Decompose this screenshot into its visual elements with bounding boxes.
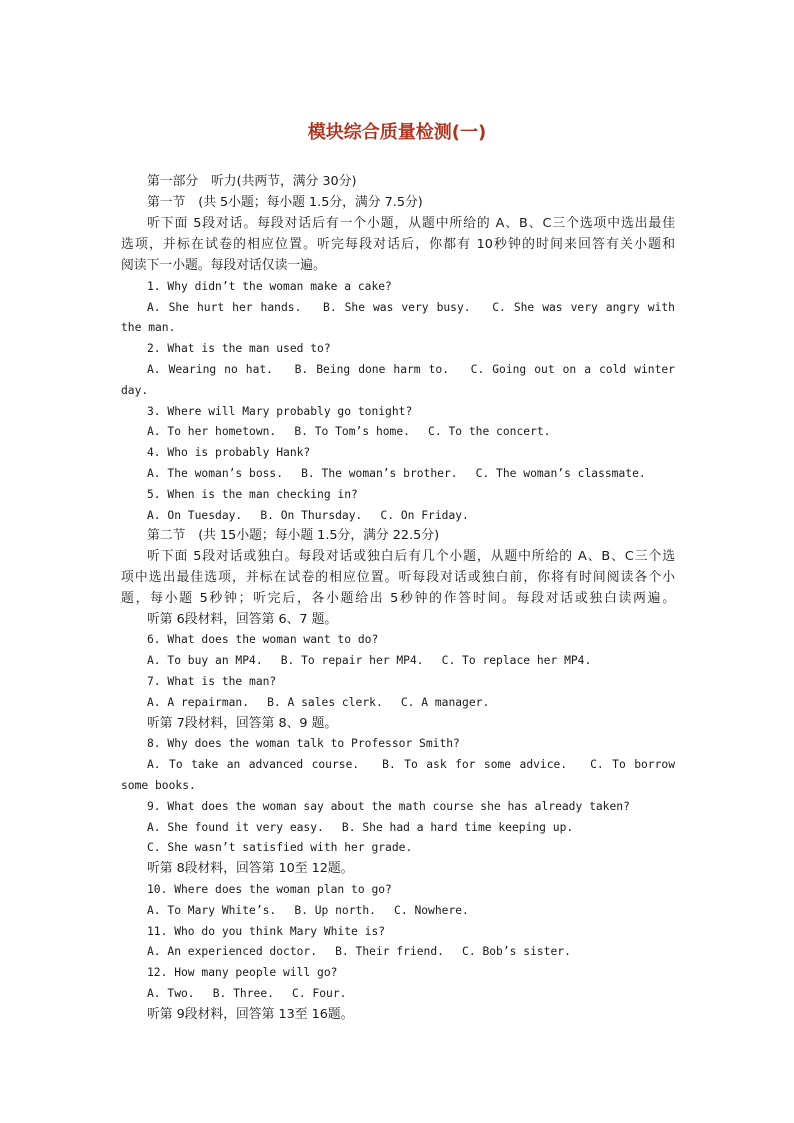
answer-options: A. Two. B. Three. C. Four. [147, 987, 347, 1000]
answer-options: C. She wasn’t satisfied with her grade. [147, 841, 413, 854]
material-heading: 听第 8段材料，回答第 10至 12题。 [147, 861, 354, 876]
question: 4. Who is probably Hank? [147, 446, 311, 459]
answer-options: A. To her hometown. B. To Tom’s home. C. To the concert. [147, 425, 551, 438]
answer-options: A. To buy an MP4. B. To repair her MP4. C. To replace her MP4. [147, 654, 592, 667]
answer-options: A. To Mary White’s. B. Up north. C. Nowhere. [147, 904, 469, 917]
answer-options: A. An experienced doctor. B. Their friend. C. Bob’s sister. [147, 945, 571, 958]
answer-options: day. [121, 384, 149, 397]
question: 9. What does the woman say about the math course she has already taken? [147, 800, 630, 813]
instruction-text: 阅读下一小题。每段对话仅读一遍。 [121, 258, 326, 273]
instruction-text: 选项，并标在试卷的相应位置。听完每段对话后，你都有 10秒钟的时间来回答有关小题和 [121, 237, 675, 252]
question: 5. When is the man checking in? [147, 488, 358, 501]
question: 2. What is the man used to? [147, 342, 331, 355]
answer-options: the man. [121, 321, 176, 334]
material-heading: 听第 9段材料，回答第 13至 16题。 [147, 1007, 354, 1022]
answer-options: A. Wearing no hat. B. Being done harm to. C. Going out on a cold winter [147, 363, 675, 376]
answer-options: A. She hurt her hands. B. She was very busy. C. She was very angry with [147, 301, 675, 314]
question: 1. Why didn’t the woman make a cake? [147, 280, 392, 293]
page-title: 模块综合质量检测(一) [307, 122, 487, 143]
section-heading: 第二节 (共 15小题；每小题 1.5分，满分 22.5分) [147, 528, 440, 543]
question: 11. Who do you think Mary White is? [147, 925, 386, 938]
question: 12. How many people will go? [147, 966, 338, 979]
part-heading: 第一部分 听力(共两节，满分 30分) [147, 174, 357, 189]
instruction-text: 听下面 5段对话。每段对话后有一个小题，从题中所给的 A、B、C三个选项中选出最佳 [147, 216, 675, 231]
section-heading: 第一节 (共 5小题；每小题 1.5分，满分 7.5分) [147, 195, 423, 210]
answer-options: some books. [121, 779, 196, 792]
question: 7. What is the man? [147, 675, 277, 688]
material-heading: 听第 7段材料，回答第 8、9 题。 [147, 716, 338, 731]
answer-options: A. She found it very easy. B. She had a hard time keeping up. [147, 821, 574, 834]
instruction-text: 听下面 5段对话或独白。每段对话或独白后有几个小题，从题中所给的 A、B、C三个选 [147, 549, 675, 564]
material-heading: 听第 6段材料，回答第 6、7 题。 [147, 612, 338, 627]
answer-options: A. On Tuesday. B. On Thursday. C. On Friday. [147, 509, 469, 522]
instruction-text: 项中选出最佳选项，并标在试卷的相应位置。听每段对话或独白前，你将有时间阅读各个小 [121, 570, 675, 585]
instruction-text: 题，每小题 5秒钟；听完后，各小题给出 5秒钟的作答时间。每段对话或独白读两遍。 [121, 591, 675, 606]
question: 6. What does the woman want to do? [147, 633, 379, 646]
answer-options: A. The woman’s boss. B. The woman’s brother. C. The woman’s classmate. [147, 467, 646, 480]
question: 3. Where will Mary probably go tonight? [147, 405, 413, 418]
question: 10. Where does the woman plan to go? [147, 883, 392, 896]
question: 8. Why does the woman talk to Professor Smith? [147, 737, 460, 750]
answer-options: A. A repairman. B. A sales clerk. C. A manager. [147, 696, 490, 709]
answer-options: A. To take an advanced course. B. To ask for some advice. C. To borrow [147, 758, 675, 771]
